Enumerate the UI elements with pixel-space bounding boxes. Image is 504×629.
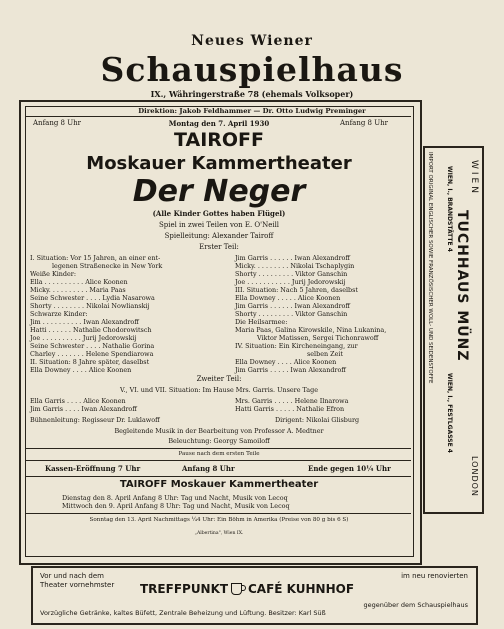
play-director: Spielleitung: Alexander Tairoff xyxy=(164,232,274,240)
stage-management: Bühnenleitung: Regisseur Dr. Luklawoff xyxy=(30,416,160,424)
divider xyxy=(26,460,411,461)
cast-line: Jim Garris . . . . . . Iwan Alexandroff xyxy=(235,254,350,262)
play-parts: Spiel in zwei Teilen von E. O'Neill xyxy=(158,221,280,229)
cast-line: Ella Downey . . . . Alice Koonen xyxy=(30,366,132,374)
end-time: Ende gegen 10¼ Uhr xyxy=(308,464,391,473)
ad-address-one: WIEN, I., BRANDSTÄTTE 4 xyxy=(446,166,453,252)
cast-line: Micky. . . . . . . . . Nikolai Tschaplygin xyxy=(235,262,355,270)
upcoming-tuesday: Dienstag den 8. April Anfang 8 Uhr: Tag und Nacht, Musik von Lecoq xyxy=(62,494,288,502)
ad-brand: TUCHHAUS MÜNZ xyxy=(454,210,470,362)
cast-line: Ella . . . . . . . . . . Alice Koonen xyxy=(30,278,128,286)
cast-line: Mrs. Garris . . . . . Helene Ilnarowa xyxy=(235,397,349,405)
start-time-left: Anfang 8 Uhr xyxy=(33,119,81,127)
cast-line: Shorty . . . . . . . . . Viktor Ganschin xyxy=(235,270,348,278)
cast-line: Ella Garris . . . . Alice Koonen xyxy=(30,397,126,405)
cafe-left-line1: Vor und nach dem xyxy=(40,572,104,580)
direction-line: Direktion: Jakob Feldhammer — Dr. Otto Ludwig Preminger xyxy=(138,107,366,115)
cast-line: IV. Situation: Ein Kircheneingang, zur xyxy=(235,342,358,350)
divider xyxy=(26,513,411,514)
cast-line: Hatti Garris . . . . . Nathalie Efron xyxy=(235,405,345,413)
play-title: Der Neger xyxy=(132,174,306,209)
upcoming-sunday: Sonntag den 13. April Nachmittags ¼4 Uhr: Ein Böhm in Amerika (Preise von 80 g bis 6 S) xyxy=(89,517,349,523)
cast-left-part2 xyxy=(30,397,137,413)
cast-line: Jim Garris . . . . . . Iwan Alexandroff xyxy=(235,302,350,310)
cafe-left-line2: Theater vornehmster xyxy=(40,581,115,589)
cafe-advertisement xyxy=(31,566,478,625)
cast-line: Ella Downey . . . . Alice Koonen xyxy=(235,358,337,366)
box-office-time: Kassen-Eröffnung 7 Uhr xyxy=(45,464,141,473)
upcoming-title: TAIROFF Moskauer Kammertheater xyxy=(119,479,319,490)
cast-line: Joe . . . . . . . . . . Jurij Jedorowskij xyxy=(30,334,137,342)
divider xyxy=(26,448,411,449)
play-subtitle: (Alle Kinder Gottes haben Flügel) xyxy=(152,209,286,218)
ad-city: WIEN xyxy=(469,160,479,196)
start-time-right: Anfang 8 Uhr xyxy=(340,119,388,127)
cast-line: Schwarze Kinder: xyxy=(30,310,88,318)
cast-line: Seine Schwester . . . . Nathalie Gorina xyxy=(30,342,155,350)
coffee-cup-icon xyxy=(231,583,242,595)
cast-line: Shorty . . . . . . . . Nikolai Nowlianskij xyxy=(30,302,150,310)
cast-line: legenen Straßenecke in New York xyxy=(52,262,163,270)
cafe-name-right: CAFÉ KUHNHOF xyxy=(248,582,355,596)
start-time: Anfang 8 Uhr xyxy=(182,464,235,473)
ad-london: LONDON xyxy=(470,456,479,497)
part-one-heading: Erster Teil: xyxy=(199,243,239,251)
header-line1: Neues Wiener xyxy=(191,33,313,49)
scene-two: V., VI. und VII. Situation: Im Hause Mrs. Garris. Unsere Tage xyxy=(120,386,318,394)
performance-date: Montag den 7. April 1930 xyxy=(168,119,270,128)
cafe-right-line2: gegenüber dem Schauspielhaus xyxy=(363,601,468,609)
divider xyxy=(26,116,411,117)
cast-line: II. Situation: 8 Jahre später, daselbst xyxy=(30,358,150,366)
cafe-footer: Vorzügliche Getränke, kaltes Büfett, Zentrale Beheizung und Lüftung. Besitzer: Karl Süß xyxy=(40,609,326,617)
cast-line: Ella Downey . . . . . Alice Koonen xyxy=(235,294,341,302)
theatre-name: Schauspielhaus xyxy=(100,50,404,89)
cast-left-part1 xyxy=(30,254,162,374)
cast-line: Jim . . . . . . . . . . Iwan Alexandroff xyxy=(30,318,139,326)
company-name: TAIROFF xyxy=(174,129,264,151)
cast-line: Charley . . . . . . . Helene Spendiarowa xyxy=(30,350,154,358)
side-advertisement xyxy=(423,146,484,514)
divider xyxy=(26,476,411,477)
music-credit: Begleitende Musik in der Bearbeitung von Professor A. Medtner xyxy=(114,427,324,435)
theatre-address: IX., Währingerstraße 78 (ehemals Volksoper) xyxy=(150,89,354,99)
cast-line: I. Situation: Vor 15 Jahren, an einer ent- xyxy=(30,254,161,262)
conductor: Dirigent: Nikolai Glisburg xyxy=(275,416,360,424)
ad-tagline: IMPORT ORIGINAL ENGLISCHER SOWIE FRANZÖSISCHER WOLL- UND SEIDENSTOFFE xyxy=(427,152,433,384)
cast-line: Viktor Matissen, Sergei Tichonrawoff xyxy=(257,334,379,342)
cast-line: Hatti . . . . . . Nathalie Chodorowitsch xyxy=(30,326,152,334)
cast-line: Jim Garris . . . . . Iwan Alexandroff xyxy=(235,366,346,374)
cast-line: Jim Garris . . . . Iwan Alexandroff xyxy=(30,405,137,413)
printer-credit: „Albertina", Wien IX. xyxy=(194,531,244,536)
ensemble-name: Moskauer Kammertheater xyxy=(86,153,352,174)
cast-line: III. Situation: Nach 5 Jahren, daselbst xyxy=(235,286,358,294)
cast-line: Maria Paas, Galina Kirowskile, Nina Lukanina, xyxy=(235,326,387,334)
cast-line: Joe . . . . . . . . . . . Jurij Jedorowskij xyxy=(235,278,346,286)
lighting-credit: Beleuchtung: Georgy Samoiloff xyxy=(168,437,270,445)
cast-right-part1 xyxy=(235,254,386,374)
part-two-heading: Zweiter Teil: xyxy=(196,375,242,383)
cast-right-part2 xyxy=(235,397,348,413)
cast-line: Die Heilsarmee: xyxy=(235,318,288,326)
cast-line: Weiße Kinder: xyxy=(30,270,76,278)
cast-line: Seine Schwester . . . . Lydia Nasarowa xyxy=(30,294,155,302)
cast-line: Micky. . . . . . . . . . Maria Paas xyxy=(30,286,126,294)
upcoming-wednesday: Mittwoch den 9. April Anfang 8 Uhr: Tag und Nacht, Musik von Lecoq xyxy=(62,502,290,510)
cast-line: selben Zeit xyxy=(307,350,343,358)
cafe-name-left: TREFFPUNKT xyxy=(140,582,229,596)
cast-line: Shorty . . . . . . . . . Viktor Ganschin xyxy=(235,310,348,318)
cafe-right-line1: im neu renovierten xyxy=(401,572,468,580)
ad-address-two: WIEN, I., FESTLGASSE 4 xyxy=(446,373,453,453)
intermission-note: Pause nach dem ersten Teile xyxy=(178,451,260,457)
